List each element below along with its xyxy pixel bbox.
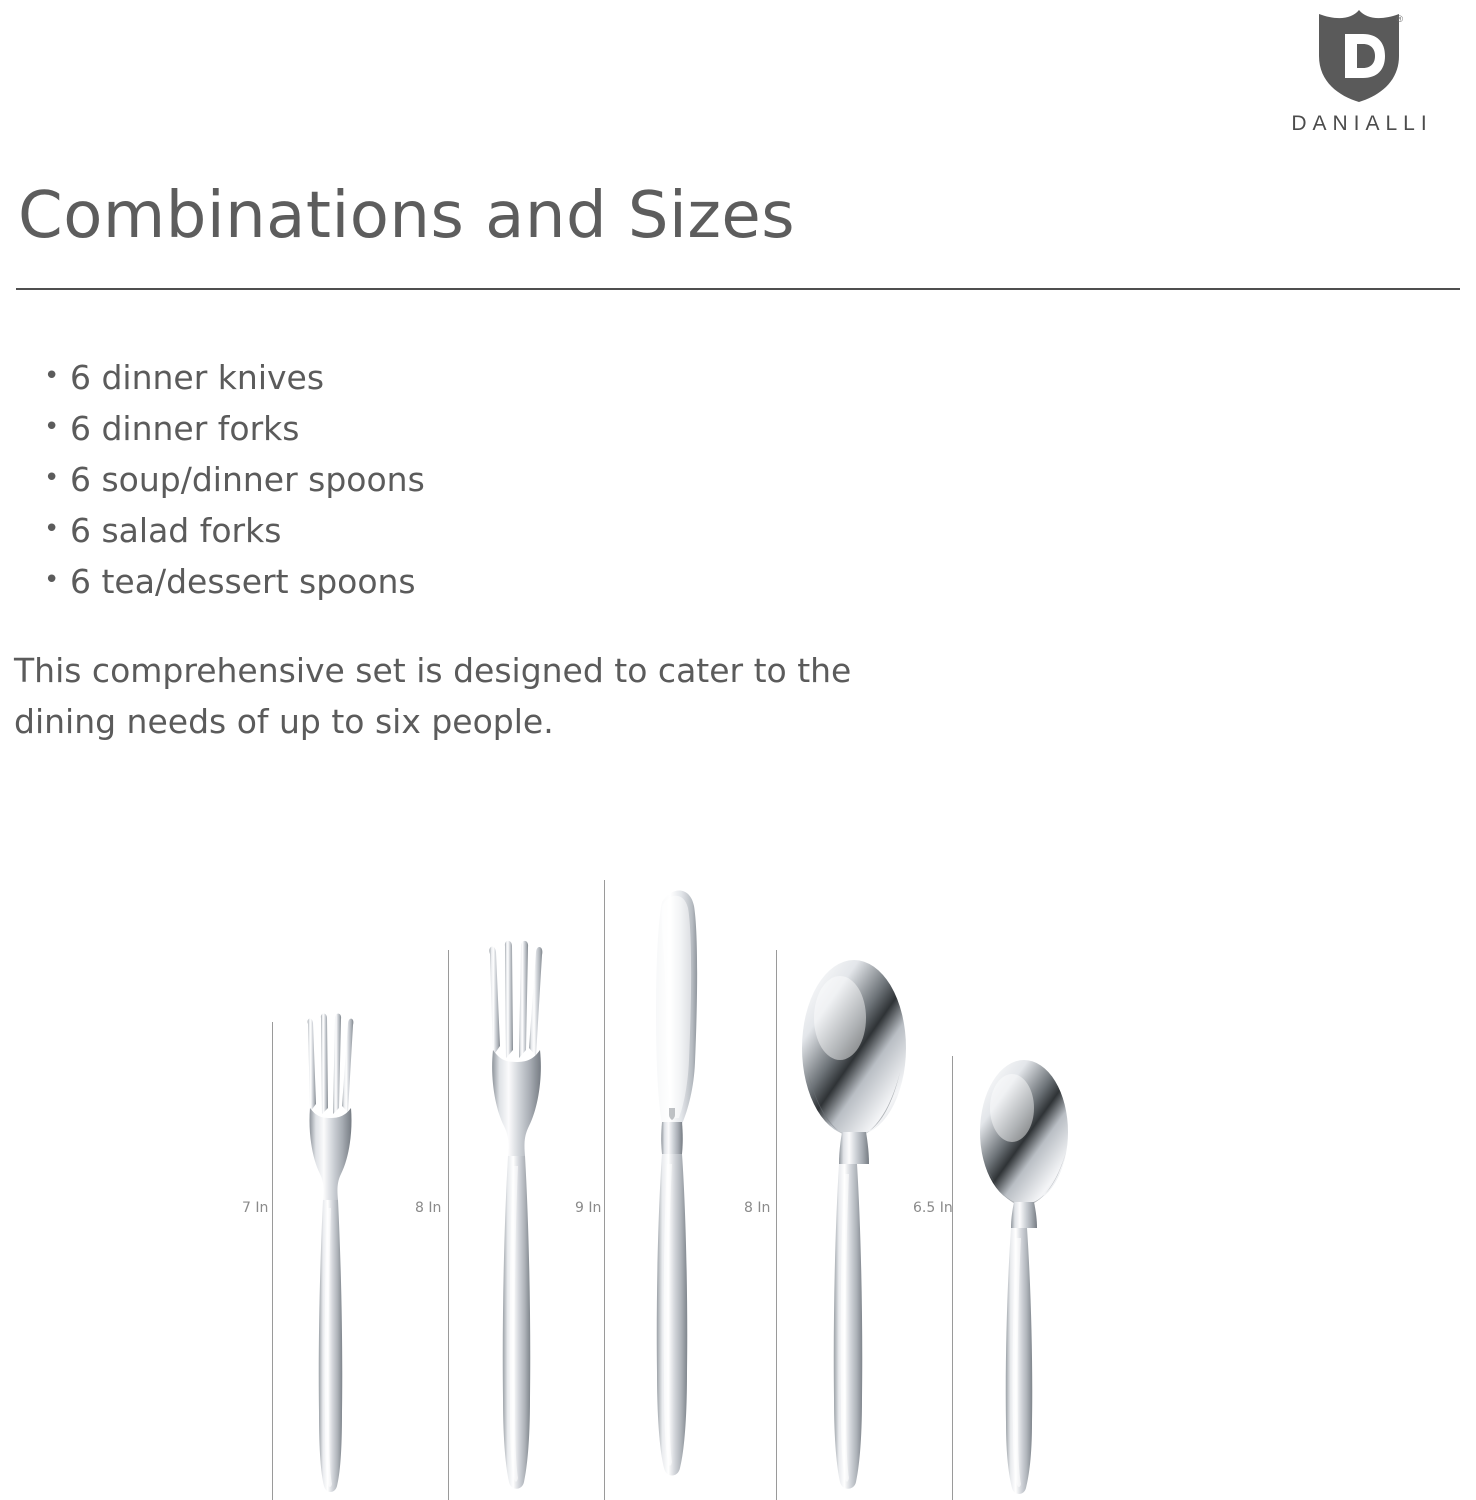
list-item: • 6 dinner forks xyxy=(38,403,425,454)
shield-d-logo-icon xyxy=(1315,8,1403,104)
list-item: • 6 salad forks xyxy=(38,505,425,556)
size-tick-dinner-fork xyxy=(448,950,449,1500)
size-label-dinner-spoon: 8 In xyxy=(744,1200,771,1216)
size-label-dinner-fork: 8 In xyxy=(415,1200,442,1216)
list-item: • 6 dinner knives xyxy=(38,352,425,403)
list-item: • 6 soup/dinner spoons xyxy=(38,454,425,505)
size-label-tea-spoon: 6.5 In xyxy=(913,1200,953,1216)
brand-name: DANIALLI xyxy=(1291,112,1433,135)
registered-mark: ® xyxy=(1396,14,1403,24)
size-tick-dinner-spoon xyxy=(776,950,777,1500)
title-divider xyxy=(16,288,1460,290)
size-tick-salad-fork xyxy=(272,1022,273,1500)
description-paragraph: This comprehensive set is designed to cater to the dining needs of up to six people. xyxy=(14,651,852,741)
brand-logo-block xyxy=(1264,8,1454,136)
size-tick-tea-spoon xyxy=(952,1056,953,1500)
contents-list xyxy=(38,352,425,607)
salad-fork-image xyxy=(290,1012,370,1500)
dinner-spoon-image xyxy=(794,940,914,1500)
size-tick-dinner-knife xyxy=(604,880,605,1500)
cutlery-size-figure xyxy=(0,860,1476,1500)
dinner-knife-image xyxy=(628,872,714,1500)
size-label-salad-fork: 7 In xyxy=(242,1200,269,1216)
page-title: Combinations and Sizes xyxy=(18,178,796,253)
dinner-fork-image xyxy=(470,940,562,1500)
size-label-dinner-knife: 9 In xyxy=(575,1200,602,1216)
tea-spoon-image xyxy=(972,1044,1076,1500)
list-item: • 6 tea/dessert spoons xyxy=(38,556,425,607)
